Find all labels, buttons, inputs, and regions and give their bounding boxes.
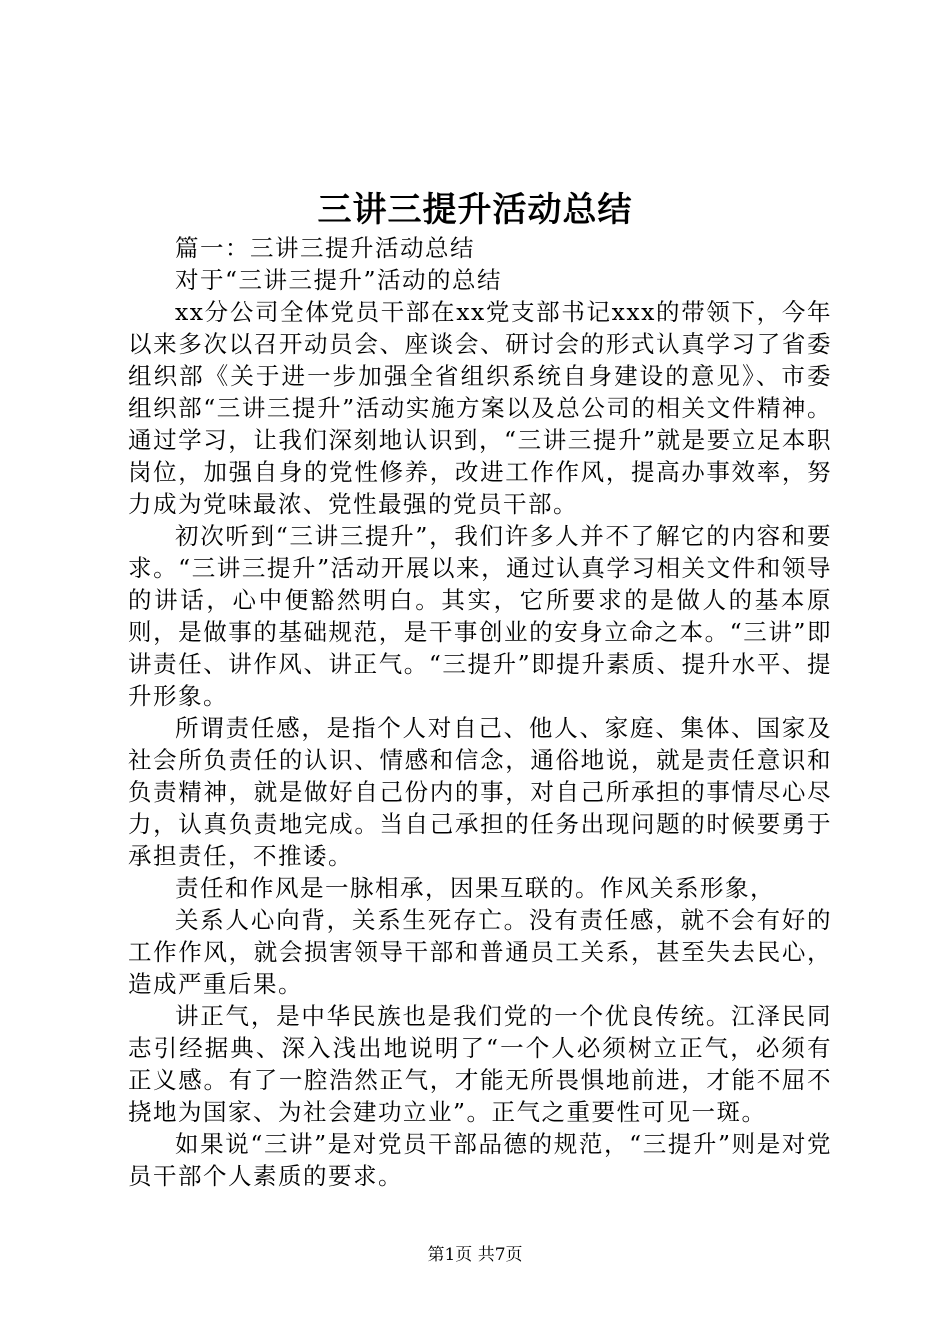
paragraph-conclusion: 如果说“三讲”是对党员干部品德的规范，“三提升”则是对党员干部个人素质的要求。 <box>128 1130 832 1190</box>
paragraph-responsibility: 所谓责任感，是指个人对自己、他人、家庭、集体、国家及社会所负责任的认识、情感和信念，通俗地说，就是责任意识和负责精神，就是做好自己份内的事，对自己所承担的事情尽心尽力，认真负责地完成。当自己承担的任务出现问题的时候要勇于承担责任，不推诿。 <box>128 714 832 870</box>
paragraph-intro: xx分公司全体党员干部在xx党支部书记xxx的带领下，今年以来多次以召开动员会、座谈会、研讨会的形式认真学习了省委组织部《关于进一步加强全省组织系统自身建设的意见》、市委组织部“三讲三提升”活动实施方案以及总公司的相关文件精神。通过学习，让我们深刻地认识到，“三讲三提升”就是要立足本职岗位，加强自身的党性修养，改进工作作风，提高办事效率，努力成为党味最浓、党性最强的党员干部。 <box>128 298 832 518</box>
document-body <box>128 232 832 1192</box>
paragraph-style: 责任和作风是一脉相承，因果互联的。作风关系形象， <box>175 874 775 902</box>
document-title: 三讲三提升活动总结 <box>317 190 633 230</box>
page-number: 第1页 共7页 <box>427 1245 523 1265</box>
paragraph-style-continued: 关系人心向背，关系生死存亡。没有责任感，就不会有好的工作作风，就会损害领导干部和普通员工关系，甚至失去民心，造成严重后果。 <box>128 906 832 998</box>
paragraph-subtitle: 对于“三讲三提升”活动的总结 <box>175 266 503 294</box>
paragraph-integrity: 讲正气，是中华民族也是我们党的一个优良传统。江泽民同志引经据典、深入浅出地说明了“一个人必须树立正气，必须有正义感。有了一腔浩然正气，才能无所畏惧地前进，才能不屈不挠地为国家、为社会建功立业”。正气之重要性可见一斑。 <box>128 1002 832 1126</box>
paragraph-section-heading: 篇一：三讲三提升活动总结 <box>175 234 475 262</box>
paragraph-first-impression: 初次听到“三讲三提升”，我们许多人并不了解它的内容和要求。“三讲三提升”活动开展以来，通过认真学习相关文件和领导的讲话，心中便豁然明白。其实，它所要求的是做人的基本原则，是做事的基础规范，是干事创业的安身立命之本。“三讲”即讲责任、讲作风、讲正气。“三提升”即提升素质、提升水平、提升形象。 <box>128 522 832 710</box>
